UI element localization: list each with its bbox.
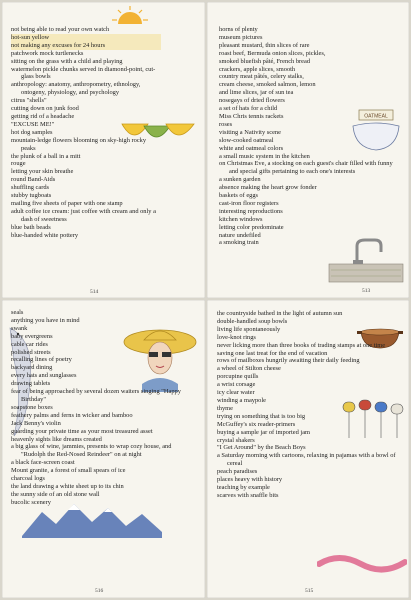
item-list [11,309,196,507]
list-item: sitting on the grass with a child and playing [11,57,123,65]
list-item: white and oatmeal colors [219,144,284,152]
list-item: trying on something that is too big [217,412,306,420]
list-item: a set of hats for a child [219,105,278,113]
list-item: "I Get Around" by the Beach Boys [217,444,306,452]
list-item: baskets of eggs [219,192,259,200]
item-list [11,26,161,239]
jar-label: OATMEAL [364,113,388,120]
list-item: mountain-ledge flowers blooming on sky-high rocky peaks [11,136,147,152]
list-item: places heavy with history [217,476,283,484]
page-513 [207,2,409,298]
list-item: Jack Benny's violin [11,419,61,427]
list-item: scarves with snaffle bits [217,491,279,499]
list-item: hot-sun yellow [11,34,161,42]
list-item: rows of mailboxes hungrily awaiting their daily feeding [217,357,360,365]
list-item: stubby tugboats [11,192,52,200]
list-item: crystal shakers [217,436,255,444]
list-item: mailing five sheets of paper with one stamp [11,199,123,207]
list-item: guarding your private time as your most treasured asset [11,427,153,435]
list-item: absence making the heart grow fonder [219,184,317,192]
list-item: buying a sample jar of imported jam [217,428,310,436]
list-item: bucolic scenery [11,498,51,506]
list-item: not making any excuses for 24 hours [11,42,161,50]
list-item: a Saturday morning with cartoons, relaxing in pajamas with a bowl of cereal [217,452,396,468]
list-item: not being able to read your own watch [11,26,110,33]
list-item: every hats and sunglasses [11,372,77,380]
list-item: Miss Chris tennis rackets [219,112,284,120]
list-item: getting rid of a headache [11,112,75,120]
page-number: 513 [362,288,371,294]
list-item: kitchen windows [219,215,263,223]
list-item: polished streets [11,348,51,356]
list-item: saving one last treat for the end of vacation [217,349,328,357]
list-item: never licking more than three books of trading stamps at one time [217,341,386,349]
list-item: shuffling cards [11,184,50,192]
list-item: the countryside bathed in the light of autumn sun [217,310,343,317]
list-item: visiting a Nativity scene [219,128,281,136]
page-number: 516 [95,588,104,594]
list-item: winding a maypole [217,396,266,404]
list-item: drawing tablets [11,380,51,388]
list-item: living life spontaneously [217,325,281,333]
list-item: and lime slices, jar of sun tea [219,89,294,97]
list-item: a small music system in the kitchen [219,152,310,160]
list-item: cutting down on junk food [11,105,79,113]
list-item: icy clear water [217,389,255,397]
list-item: fear of being approached by several dozen waiters singing "Happy Birthday" [11,388,181,403]
list-item: double-handled soup bowls [217,317,288,325]
list-item: Mount granite, a forest of small spears of ice [11,467,126,475]
list-item: teaching by example [217,483,270,491]
list-item: anything you have in mind [11,316,80,324]
list-item: on Christmas Eve, a stocking on each guest's chair filled with funny and special gifts pertaining to each one's interests [219,160,393,176]
list-item: the land drawing a white sheet up to its chin [11,482,124,490]
list-item: soapstone boxes [11,403,53,411]
list-item: slow-cooked oatmeal [219,136,274,144]
list-item: roses [219,120,233,128]
list-item: nosegays of dried flowers [219,97,285,105]
list-item: letting color predominate [219,223,284,231]
list-item: crackers, apple slices, smooth [219,65,296,73]
item-list [219,26,399,247]
list-item: baby evergreens [11,332,53,340]
list-item: anthropology: anatomy, anthropometry, ethnology, ontogeny, physiology, and psychology [11,81,141,97]
list-item: smoked bluefish pâté, French bread [219,57,311,65]
item-list [217,310,397,500]
list-item: cast-iron floor registers [219,199,279,207]
scarf-icon [317,550,407,578]
page-515 [207,300,409,598]
list-item: thyme [217,404,233,412]
list-item: the sunny side of an old stone wall [11,490,100,498]
list-item: a wheel of Stilton cheese [217,365,281,373]
list-item: cable car rides [11,340,48,348]
list-item: country meat pâtés, celery stalks, [219,73,304,81]
list-item: recalling lines of poetry [11,356,72,364]
list-item: peach paradises [217,468,258,476]
list-item: nature undefiled [219,231,261,239]
list-item: "EXCUSE ME!" [11,120,55,128]
list-item: a big glass of wine, jammies, presents to wrap cozy house, and "Rudolph the Red-Nosed Reindeer" on at night [11,443,172,459]
page-number: 515 [305,588,314,594]
list-item: a wrist corsage [217,381,256,389]
list-item: citrus "shells" [11,97,47,105]
list-item: a black face-screen coast [11,459,75,467]
list-item: round Band-Aids [11,176,56,184]
list-item: swank [11,324,28,332]
sun-icon [108,4,152,28]
page-514 [2,2,205,298]
list-item: blue-handed white pottery [11,231,79,239]
list-item: roast beef, Bermuda onion slices, pickles, [219,49,326,57]
list-item: love-knot rings [217,333,256,341]
list-item: museum pictures [219,33,263,41]
list-item: interesting reproductions [219,207,283,215]
list-item: heavenly sights like dreams created [11,435,102,443]
list-item: rouge [11,160,26,168]
list-item: patchwork mock turtlenecks [11,49,84,57]
list-item: cream cheese, smoked salmon, lemon [219,81,316,89]
page-number: 514 [90,289,99,295]
list-item: letting your skin breathe [11,168,74,176]
list-item: feathery palms and ferns in wicker and bamboo [11,411,133,419]
list-item: pleasant mustard, thin slices of rare [219,41,310,49]
list-item: the plunk of a ball in a mitt [11,152,81,160]
list-item: adult coffee ice cream: just coffee with cream and only a dash of sweetness [11,207,156,223]
list-item: McGuffey's six reader-primers [217,420,296,428]
list-item: a sunken garden [219,176,261,184]
list-item: porcupine quills [217,373,259,381]
list-item: backyard dining [11,364,53,372]
list-item: seals [11,309,24,316]
page-516 [2,300,205,598]
list-item: charcoal logs [11,475,45,483]
list-item: watermelon pickle chunks served in diamond-point, cut-glass bowls [11,65,156,81]
list-item: a smoking train [219,239,259,247]
list-item: hot dog samples [11,128,53,136]
list-item: horns of plenty [219,26,258,33]
list-item: blue bath beads [11,223,51,231]
